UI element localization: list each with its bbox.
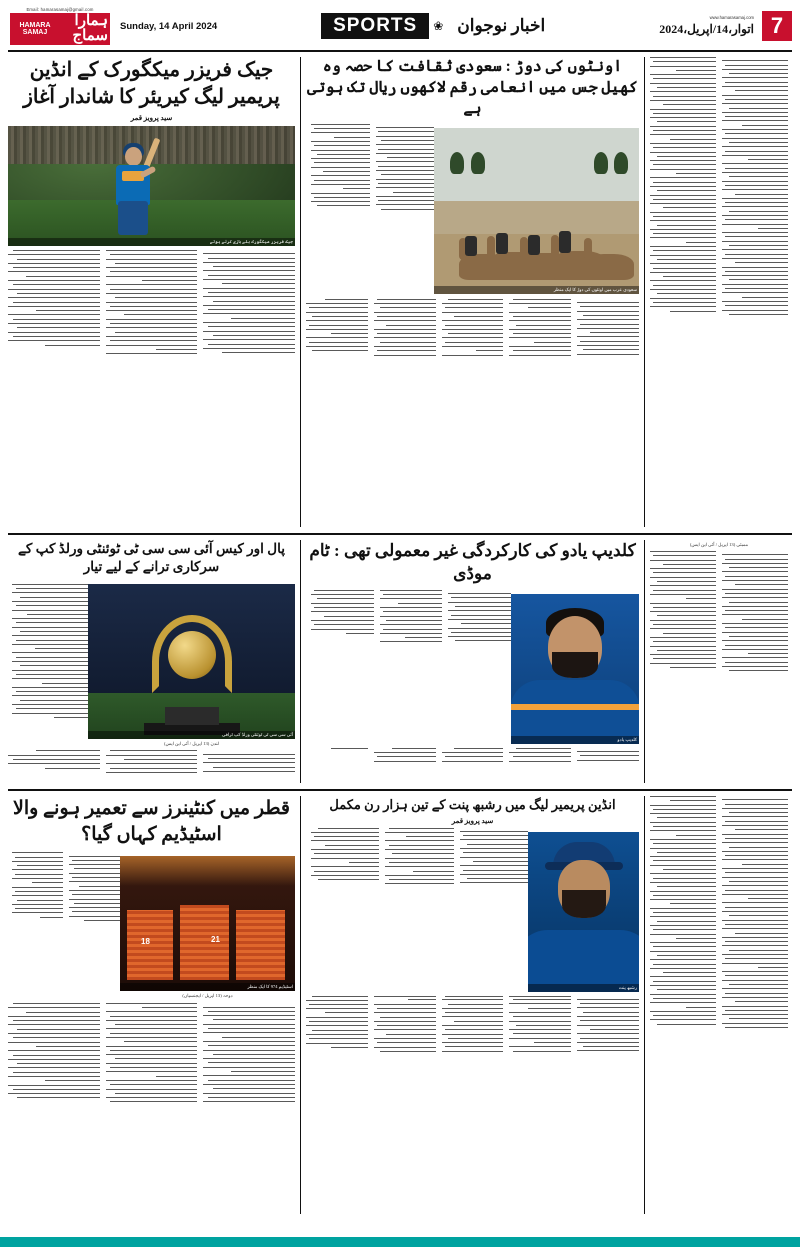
stadium-dateline: دوحہ (13 اپریل / ایجنسیاں) [182, 993, 233, 999]
masthead [8, 6, 792, 52]
newspaper-logo[interactable] [8, 6, 112, 46]
tree-icon-1 [450, 152, 464, 174]
trophy-photo-caption: آئی سی سی ٹی ٹوئنٹی ورلڈ کپ ٹرافی [88, 731, 295, 739]
middle-right-body [650, 551, 788, 781]
pant-photo-caption: رشبھ پنت [528, 984, 639, 992]
footer-color-swatch-3 [80, 1237, 120, 1247]
kuldeep-photo-caption: کلدیپ یادو [511, 736, 639, 744]
footer-color-bar [0, 1237, 800, 1247]
pant-photo [528, 832, 639, 992]
kuldeep-headline[interactable]: کلدیپ یادو کی کارکردگی غیر معمولی تھی : ٹام موڈی [309, 541, 636, 583]
tree-icon-2 [471, 152, 485, 174]
top-right-body [650, 57, 788, 517]
kuldeep-jersey [511, 680, 639, 744]
story-camel [300, 57, 645, 527]
masthead-right [659, 6, 758, 46]
footer-color-swatch-4 [120, 1237, 160, 1247]
stadium-headline[interactable]: قطر میں کنٹینرز سے تعمیر ہونے والا اسٹیڈیم کہاں گیا؟ [12, 798, 291, 845]
stadium-body-left [8, 852, 120, 999]
footer-color-swatch-10 [360, 1237, 400, 1247]
story-stadium [8, 796, 300, 1214]
camel-body-left [306, 124, 434, 294]
kuldeep-body-left [306, 590, 511, 744]
story-trophy [8, 540, 300, 783]
footer-color-swatch-19 [720, 1237, 760, 1247]
page-number-badge: 7 [762, 11, 792, 41]
middle-section [8, 533, 792, 783]
kuldeep-photo [511, 594, 639, 744]
stadium-photo-caption: اسٹیڈیم 974 کا ایک منظر [120, 983, 295, 991]
kuldeep-beard [552, 652, 598, 678]
tree-icon-3 [594, 152, 608, 174]
section-title-english: SPORTS [321, 13, 429, 39]
footer-color-swatch-2 [40, 1237, 80, 1247]
top-right-column [645, 57, 788, 527]
camel-body [306, 299, 639, 553]
mcgurk-photo [8, 126, 295, 246]
rider-figure-1 [465, 236, 477, 256]
player-trousers [118, 201, 148, 235]
pant-body [306, 996, 639, 1232]
masthead-spacer-2 [555, 6, 659, 46]
jersey-stripe [511, 704, 639, 710]
footer-color-swatch-20 [760, 1237, 800, 1247]
masthead-spacer [217, 6, 321, 46]
seating-block-3 [236, 910, 285, 980]
logo-box [10, 13, 110, 45]
player-head [125, 147, 142, 166]
seating-block-2 [180, 905, 229, 981]
pant-body-left [306, 828, 528, 992]
bottom-right-column [645, 796, 788, 1214]
floodlight-glow [120, 856, 295, 886]
footer-color-swatch-13 [480, 1237, 520, 1247]
logo-urdu-name: ہمارا سماج [72, 13, 108, 44]
pant-headline[interactable]: انڈین پریمیر لیگ میں رشبھ پنت کے تین ہزار رن مکمل [329, 797, 616, 812]
camel-photo-caption: سعودی عرب میں اونٹوں کی دوڑ کا ایک منظر [434, 286, 639, 294]
bottom-right-body [650, 796, 788, 1211]
stadium-photo [120, 856, 295, 991]
footer-color-swatch-7 [240, 1237, 280, 1247]
trophy-dateline: لندن (13 اپریل / آئی این ایس) [163, 741, 220, 747]
footer-color-swatch-9 [320, 1237, 360, 1247]
trophy-photo [88, 584, 295, 739]
logo-english-name: HAMARA SAMAJ [19, 22, 51, 36]
rider-figure-3 [528, 235, 540, 255]
trophy-body-left [8, 580, 88, 747]
footer-color-swatch-1 [0, 1237, 40, 1247]
trophy-headline[interactable]: پال اور کیس آئی سی سی ٹی ٹوئنٹی ورلڈ کپ کے سرکاری ترانے کے لیے تیار [18, 541, 285, 575]
camel-photo [434, 128, 639, 294]
stadium-body [8, 1003, 295, 1249]
urdu-date: اتوار،14/اپریل،2024 [659, 22, 755, 36]
website-label[interactable]: www.hamarasamaj.com [709, 15, 755, 20]
container-number-18: 18 [141, 937, 150, 947]
footer-color-swatch-14 [520, 1237, 560, 1247]
pant-jersey [528, 930, 639, 992]
flower-icon: ❀ [433, 18, 444, 33]
footer-color-swatch-11 [400, 1237, 440, 1247]
pant-beard [562, 890, 606, 918]
camel-headline[interactable]: اونٹوں کی دوڑ : سعودی ثقافت کا حصہ وہ کھیل جس میں انعامی رقم لاکھوں ریال تک ہوتی ہے [307, 58, 638, 117]
footer-color-swatch-16 [600, 1237, 640, 1247]
container-number-21: 21 [211, 934, 220, 944]
middle-right-column [645, 540, 788, 783]
rider-figure-4 [559, 231, 571, 253]
footer-color-swatch-12 [440, 1237, 480, 1247]
trophy-globe [168, 631, 216, 679]
trophy-stand [165, 707, 219, 725]
footer-color-swatch-5 [160, 1237, 200, 1247]
english-date: Sunday, 14 April 2024 [120, 20, 218, 32]
top-section [8, 57, 792, 527]
email-label: Email: hamarasamaj@gmail.com [26, 7, 94, 12]
pant-byline: سید پرویز قمر [451, 816, 494, 825]
story-kuldeep [300, 540, 645, 783]
section-title-urdu: اخبار نوجوان [457, 16, 546, 35]
batsman-figure [106, 143, 164, 241]
story-pant [300, 796, 645, 1214]
mcgurk-headline[interactable]: جیک فریزر میکگورک کے انڈین پریمیر لیگ کیریئر کا شاندار آغاز [23, 59, 280, 108]
camel-figure-5 [584, 254, 634, 280]
mcgurk-byline: سید پرویز قمر [130, 114, 173, 122]
bottom-section [8, 789, 792, 1214]
footer-color-swatch-6 [200, 1237, 240, 1247]
footer-color-swatch-15 [560, 1237, 600, 1247]
footer-color-swatch-8 [280, 1237, 320, 1247]
kuldeep-dateline: ممبئی (13 اپریل / آئی این ایس) [689, 542, 749, 547]
footer-color-swatch-17 [640, 1237, 680, 1247]
mcgurk-photo-caption: جیک فریزر میکگورک بلے بازی کرتے ہوئے [8, 238, 295, 246]
footer-color-swatch-18 [680, 1237, 720, 1247]
rider-figure-2 [496, 233, 508, 254]
story-mcgurk [8, 57, 300, 527]
mcgurk-body [8, 250, 295, 518]
tree-icon-4 [614, 152, 628, 174]
